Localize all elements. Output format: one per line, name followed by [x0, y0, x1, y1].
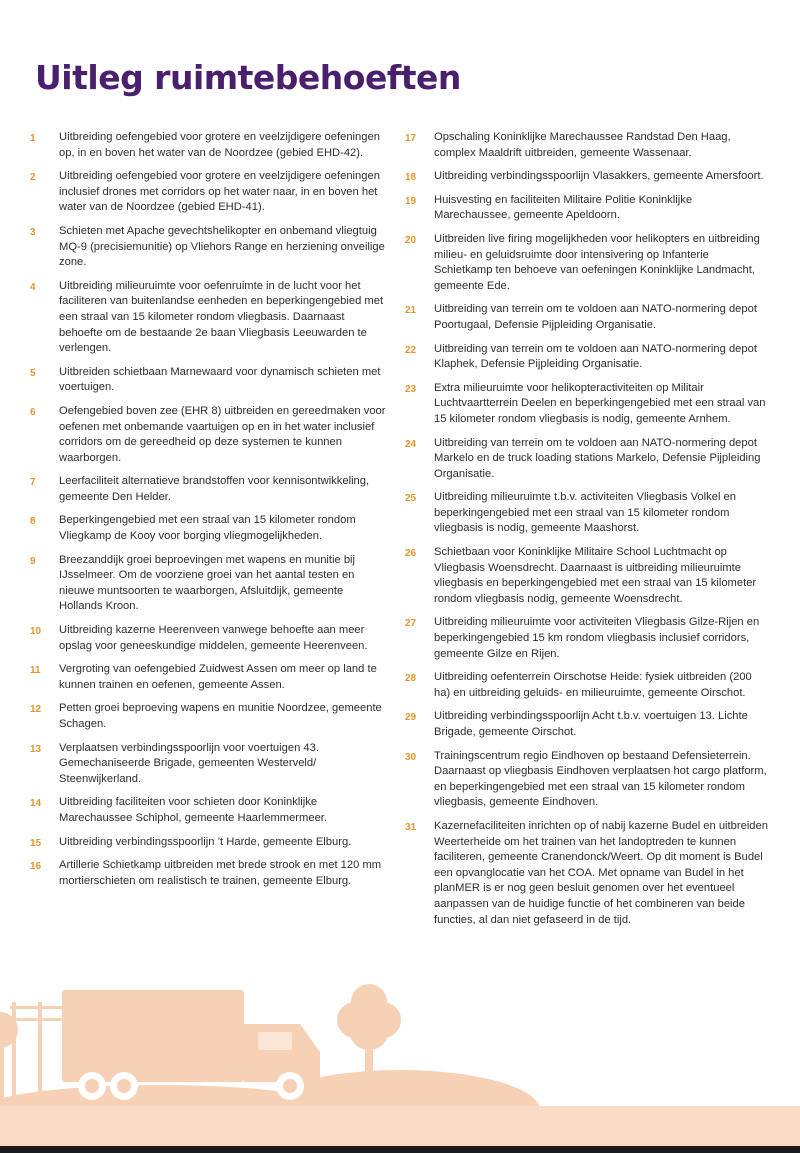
- item-text: Uitbreiding milieuruimte voor activiteiten Vliegbasis Gilze-Rijen en beperkingengebied 15 km rondom vliegbasis inclusief corridors, gemeente Gilze en Rijen.: [434, 616, 760, 660]
- ground-band: [0, 1106, 800, 1146]
- item-text: Uitbreiding van terrein om te voldoen aan NATO-normering depot Poortugaal, Defensie Pijpleiding Organisatie.: [434, 303, 757, 331]
- item-number: 4: [30, 281, 36, 293]
- list-item: [30, 474, 387, 505]
- item-number: 30: [405, 751, 417, 763]
- item-text: Uitbreiding verbindingsspoorlijn ’t Harde, gemeente Elburg.: [59, 835, 352, 848]
- item-text: Extra milieuruimte voor helikopteractiviteiten op Militair Luchtvaartterrein Deelen en beperkingengebied met een straal van 15 kilometer rondom vliegbasis is nodig, gemeente Arnhem.: [434, 381, 766, 425]
- list-item: [405, 819, 770, 928]
- item-text: Uitbreiding milieuruimte voor oefenruimte in de lucht voor het faciliteren van buitenlandse eenheden en beperkingengebied met een straal van 15 kilometer rondom vliegbasis. Daarnaast behoefte om de bestaande 2e baan Vliegbasis Leeuwarden te verlengen.: [59, 279, 384, 355]
- fence-post: [12, 1002, 16, 1110]
- item-text: Uitbreiding faciliteiten voor schieten door Koninklijke Marechaussee Schiphol, gemeente Haarlemmermeer.: [59, 796, 328, 824]
- item-text: Uitbreiding verbindingsspoorlijn Acht t.b.v. voertuigen 13. Lichte Brigade, gemeente Oirschot.: [434, 710, 748, 738]
- item-number: 6: [30, 406, 36, 418]
- item-text: Vergroting van oefengebied Zuidwest Assen om meer op land te kunnen trainen en oefenen, gemeente Assen.: [59, 663, 377, 691]
- list-item: [405, 545, 770, 607]
- item-text: Uitbreiding oefenterrein Oirschotse Heide: fysiek uitbreiden (200 ha) en uitbreiding geluids- en milieuruimte, gemeente Oirschot.: [434, 671, 752, 699]
- list-item: [30, 662, 387, 693]
- item-number: 31: [405, 821, 417, 833]
- item-number: 16: [30, 861, 42, 873]
- list-item: [30, 169, 387, 216]
- item-number: 19: [405, 195, 417, 207]
- item-number: 21: [405, 305, 417, 317]
- item-number: 22: [405, 344, 417, 356]
- list-item: [405, 670, 770, 701]
- item-number: 13: [30, 743, 42, 755]
- list-item: [405, 169, 770, 185]
- truck-wheel-hub: [117, 1079, 131, 1093]
- list-item: [405, 302, 770, 333]
- truck-landscape-illustration: [0, 980, 800, 1110]
- list-item: [405, 490, 770, 537]
- list-item: [405, 193, 770, 224]
- item-text: Petten groei beproeving wapens en munitie Noordzee, gemeente Schagen.: [59, 702, 382, 730]
- list-item: [405, 749, 770, 811]
- list-item: [30, 858, 387, 889]
- item-text: Artillerie Schietkamp uitbreiden met brede strook en met 120 mm mortierschieten om realistisch te trainen, gemeente Elburg.: [59, 859, 382, 887]
- item-number: 20: [405, 234, 417, 246]
- truck-wheel-hub: [85, 1079, 99, 1093]
- right-column: [405, 130, 770, 936]
- item-text: Schieten met Apache gevechtshelikopter en onbemand vliegtuig MQ-9 (precisiemunitie) op Vliehors Range en herziening onveilige zone.: [59, 224, 385, 269]
- item-number: 18: [405, 172, 417, 184]
- page-title: Uitleg ruimtebehoeften: [35, 58, 461, 97]
- item-text: Breezanddijk groei beproevingen met wapens en munitie bij IJsselmeer. Om de voorziene groei van het aantal testen en nieuwe muntsoorten te waarborgen, Afsluitdijk, gemeente Hollands Kroon.: [59, 553, 356, 613]
- item-number: 10: [30, 626, 42, 638]
- list-item: [405, 232, 770, 294]
- item-text: Uitbreiding van terrein om te voldoen aan NATO-normering depot Klaphek, Defensie Pijpleiding Organisatie.: [434, 342, 757, 371]
- item-text: Trainingscentrum regio Eindhoven op bestaand Defensieterrein. Daarnaast op vliegbasis Eindhoven verplaatsen hot cargo platform, en beperkingengebied met een straal van 15 kilometer rondom vliegbasis, gemeente Eindhoven.: [434, 749, 767, 809]
- list-item: [30, 741, 387, 788]
- list-item: [30, 623, 387, 654]
- list-item: [30, 835, 387, 851]
- item-text: Uitbreiden schietbaan Marnewaard voor dynamisch schieten met voertuigen.: [59, 365, 381, 394]
- item-number: 28: [405, 673, 417, 685]
- item-number: 14: [30, 798, 42, 810]
- list-item: [30, 404, 387, 466]
- item-number: 24: [405, 438, 417, 450]
- item-text: Kazernefaciliteiten inrichten op of nabij kazerne Budel en uitbreiden Weerterheide om het trainen van het landoptreden te kunnen faciliteren, gemeente Cranendonck/Weert. Op dit moment is Budel een opvanglocatie van het COA. Met opname van Budel in het planMER is er nog geen besluit genomen over het eventueel aanpassen van de huidige functie of het combineren van beide functies, al dan niet gefaseerd in de tijd.: [434, 819, 768, 926]
- item-number: 5: [30, 367, 36, 379]
- item-text: Uitbreiden live firing mogelijkheden voor helikopters en uitbreiding milieu- en geluidsruimte door intensivering op Infanterie Schietkamp ten behoeve van oefeningen Koninklijke Landmacht, gemeente Ede.: [434, 232, 760, 292]
- list-item: [30, 553, 387, 615]
- item-number: 29: [405, 712, 417, 724]
- item-number: 7: [30, 477, 36, 489]
- tree-trunk-right: [365, 1040, 373, 1110]
- item-text: Uitbreiding oefengebied voor grotere en veelzijdigere oefeningen inclusief drones met corridors op het water naar, in en boven het water van de Noordzee (gebied EHD-41).: [59, 170, 380, 214]
- item-number: 8: [30, 516, 36, 528]
- list-item: [405, 709, 770, 740]
- left-column: [30, 130, 387, 897]
- list-item: [405, 615, 770, 662]
- item-text: Opschaling Koninklijke Marechaussee Randstad Den Haag, complex Maaldrift uitbreiden, gemeente Wassenaar.: [434, 131, 731, 159]
- item-number: 15: [30, 837, 42, 849]
- item-text: Uitbreiding milieuruimte t.b.v. activiteiten Vliegbasis Volkel en beperkingengebied met een straal van 15 kilometer rondom vliegbasis is nodig, gemeente Maashorst.: [434, 491, 736, 535]
- list-item: [30, 513, 387, 544]
- item-text: Uitbreiding kazerne Heerenveen vanwege behoefte aan meer opslag voor geneeskundige middelen, gemeente Heerenveen.: [59, 624, 368, 652]
- list-item: [30, 365, 387, 396]
- item-text: Uitbreiding van terrein om te voldoen aan NATO-normering depot Markelo en de truck loading stations Markelo, Defensie Pijpleiding Organisatie.: [434, 436, 761, 480]
- bottom-edge: [0, 1146, 800, 1153]
- list-item: [30, 224, 387, 271]
- item-number: 25: [405, 493, 417, 505]
- item-number: 17: [405, 133, 417, 144]
- tree-crown-right: [349, 1010, 389, 1050]
- item-number: 11: [30, 665, 41, 677]
- item-text: Leerfaciliteit alternatieve brandstoffen voor kennisontwikkeling, gemeente Den Helder.: [59, 475, 370, 503]
- item-number: 26: [405, 548, 417, 560]
- list-item: [405, 381, 770, 428]
- item-number: 27: [405, 618, 417, 630]
- list-item: [30, 701, 387, 732]
- list-item: [405, 342, 770, 373]
- item-text: Uitbreiding verbindingsspoorlijn Vlasakkers, gemeente Amersfoort.: [434, 170, 764, 183]
- item-number: 3: [30, 226, 36, 238]
- truck-cargo: [62, 990, 244, 1082]
- item-text: Schietbaan voor Koninklijke Militaire School Luchtmacht op Vliegbasis Woensdrecht. Daarnaast is uitbreiding milieuruimte vliegbasis en beperkingengebied met een straal van 15 kilometer rondom vliegbasis nodig, gemeente Woensdrecht.: [434, 546, 757, 605]
- item-number: 12: [30, 704, 42, 716]
- list-item: [30, 279, 387, 357]
- item-number: 2: [30, 172, 36, 184]
- item-text: Oefengebied boven zee (EHR 8) uitbreiden en gereedmaken voor oefenen met onbemande vaartuigen op en in het water inclusief corridors om de gereedheid op deze systemen te kunnen waarborgen.: [59, 404, 386, 464]
- item-text: Huisvesting en faciliteiten Militaire Politie Koninklijke Marechaussee, gemeente Apeldoorn.: [434, 193, 693, 222]
- truck-cab-window: [258, 1032, 292, 1050]
- item-number: 1: [30, 133, 36, 144]
- item-text: Uitbreiding oefengebied voor grotere en veelzijdigere oefeningen op, in en boven het water van de Noordzee (gebied EHD-42).: [59, 131, 380, 159]
- list-item: [405, 436, 770, 483]
- truck-wheel-hub: [283, 1079, 297, 1093]
- item-number: 9: [30, 555, 36, 567]
- item-text: Beperkingengebied met een straal van 15 kilometer rondom Vliegkamp de Kooy voor borging vliegmogelijkheden.: [59, 514, 356, 543]
- item-text: Verplaatsen verbindingsspoorlijn voor voertuigen 43. Gemechaniseerde Brigade, gemeenten Westerveld/ Steenwijkerland.: [59, 741, 319, 785]
- list-item: [405, 130, 770, 161]
- item-number: 23: [405, 383, 417, 395]
- list-item: [30, 795, 387, 826]
- list-item: [30, 130, 387, 161]
